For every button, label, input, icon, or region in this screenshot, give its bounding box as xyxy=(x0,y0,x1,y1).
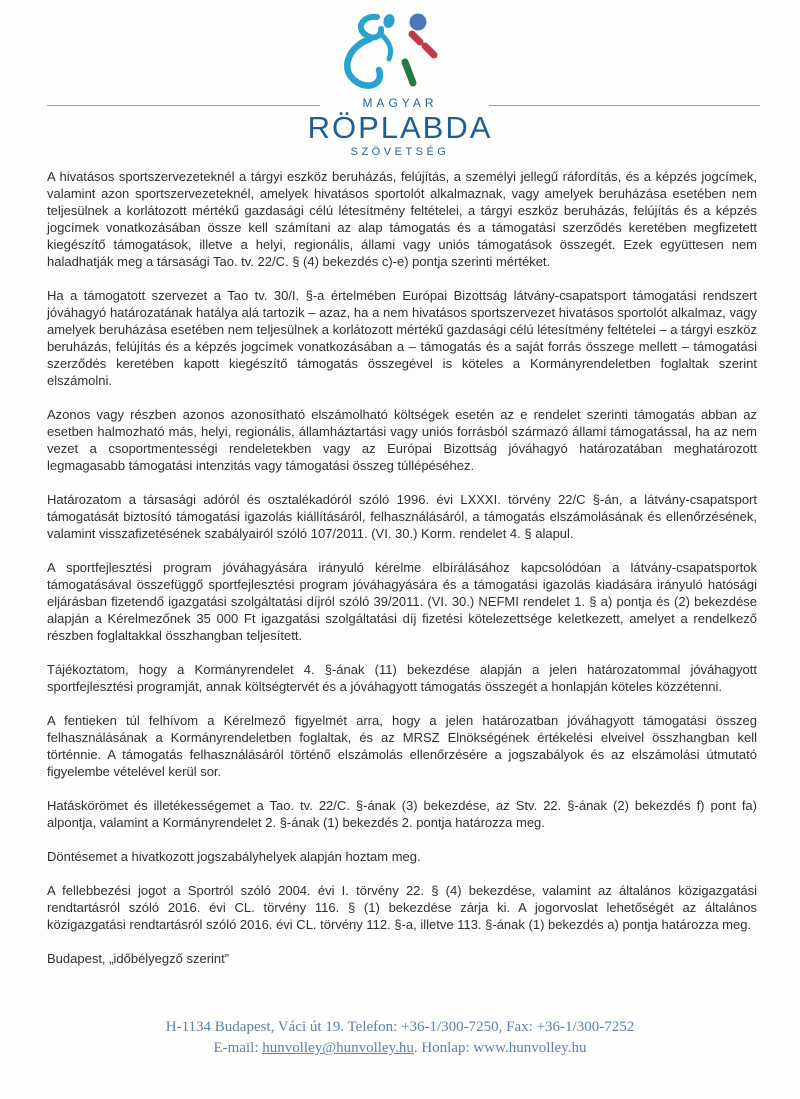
logo-text-szovetseg: SZÖVETSÉG xyxy=(350,146,450,158)
paragraph-date-line: Budapest, „időbélyegző szerint” xyxy=(47,951,230,966)
logo-text-magyar: MAGYAR xyxy=(362,96,438,110)
logo-wordmark xyxy=(0,97,800,158)
paragraph-appeal-rights: A fellebbezési jogot a Sportról szóló 2004. évi I. törvény 22. § (4) bekezdése, valamint az általános közigazgatási rendtartásról szóló 2016. évi CL. törvény 116. § (1) bekezdése zárja ki. A jogorvoslat lehetőségét az általános közigazgatási rendtartásról szóló 2016. évi CL. törvény 112. §-a, illetve 113. §-ának (1) bekezdés a) pontja határozza meg. xyxy=(47,883,757,932)
paragraph-competence: Hatáskörömet és illetékességemet a Tao. tv. 22/C. §-ának (3) bekezdése, az Stv. 22. §-ának (2) bekezdés f) pont fa) alpontja, valamint a Kormányrendelet 2. §-ának (1) bekezdés 2. pontja határozza meg. xyxy=(47,798,757,830)
paragraph-eu-commission: Ha a támogatott szervezet a Tao tv. 30/I. §-a értelmében Európai Bizottság látvány-csapatsport támogatási rendszert jóváhagyó határozatának hatálya alá tartozik – azaz, ha a nem hivatásos sportszervezet hivatásos sportolót alkalmaz, vagy amelyek beruházása esetében nem teljesülnek a korlátozott mértékű gazdasági célú létesítmény feltételei – a tárgyi eszköz beruházás, felújítás és a képzés jogcímek vonatkozásában a – támogatás és a saját forrás összege mellett – támogatási szerződés keretében kapott kiegészítő támogatás összegével is köteles a Kormányrendeletben foglaltak szerint elszámolni. xyxy=(47,288,757,388)
paragraph-admin-fee: A sportfejlesztési program jóváhagyására irányuló kérelme elbírálásához kapcsolódóan a látvány-csapatsportok támogatásával összefüggő sportfejlesztési program jóváhagyására és a támogatási igazolás kiadására irányuló hatósági eljárásban fizetendő igazgatási szolgáltatási díjról szóló 39/2011. (VI. 30.) NEFMI rendelet 1. § a) pontja és (2) bekezdése alapján a Kérelmezőnek 35 000 Ft igazgatási szolgáltatási díj fizetési kötelezettsége keletkezett, amelyet a rendelkező részben foglaltakkal összhangban teljesített. xyxy=(47,560,757,643)
paragraph-publication-duty: Tájékoztatom, hogy a Kormányrendelet 4. §-ának (11) bekezdése alapján a jelen határozatommal jóváhagyott sportfejlesztési programját, annak költségtervét és a jóváhagyott támogatás összegét a honlapján köteles közzétenni. xyxy=(47,662,757,694)
footer-address-line: H-1134 Budapest, Váci út 19. Telefon: +36-1/300-7250, Fax: +36-1/300-7252 xyxy=(165,1019,635,1035)
logo-text-roplabda: RÖPLABDA xyxy=(307,110,493,145)
footer-email-label: E-mail: xyxy=(213,1040,263,1056)
footer-contact-line xyxy=(0,1038,800,1059)
letterhead xyxy=(0,0,800,162)
footer-email-link[interactable]: hunvolley@hunvolley.hu xyxy=(262,1040,414,1056)
letter-body xyxy=(0,162,800,967)
paragraph-usage-notice: A fentieken túl felhívom a Kérelmező figyelmét arra, hogy a jelen határozatban jóváhagyott támogatási összeg felhasználásának a Kormányrendeletben foglaltak, és az MRSZ Elnökségének értékelési elveivel összhangban kell történnie. A támogatás felhasználásáról történő elszámolás ellenőrzésére a jogszabályok és az elszámolási útmutató figyelembe vételével kerül sor. xyxy=(47,713,757,779)
paragraph-professional-orgs: A hivatásos sportszervezeteknél a tárgyi eszköz beruházás, felújítás, a személyi jellegű ráfordítás, és a képzés jogcímek, valamint azon sportszervezeteknél, amelyek hivatásos sportolót alkalmaznak, vagy amelyek beruházása esetében nem teljesülnek a korlátozott mértékű gazdasági célú létesítmény feltételei, a tárgyi eszköz beruházás, felújítás és a képzés jogcímek vonatkozásában össze kell számítani az alap támogatás és a támogatási szerződés keretében megfizetett kiegészítő támogatások, illetve a helyi, regionális, állami vagy uniós támogatások összegét. Ezek együttesen nem haladhatják meg a társasági Tao. tv. 22/C. § (4) bekezdés c)-e) pontja szerinti mértéket. xyxy=(47,169,757,269)
mrsz-volleyball-player-logo-icon xyxy=(325,8,475,96)
letter-footer xyxy=(0,1017,800,1059)
paragraph-cumulation-rule: Azonos vagy részben azonos azonosítható elszámolható költségek esetén az e rendelet szerinti támogatás abban az esetben halmozható más, helyi, regionális, államháztartási vagy uniós forrásból származó állami támogatással, ha az nem vezet a csoportmentességi rendeletekben vagy az Európai Bizottság jóváhagyó határozatában meghatározott legmagasabb támogatási intenzitás vagy támogatási összeg túllépéséhez. xyxy=(47,407,757,473)
paragraph-legal-basis: Határozatom a társasági adóról és osztalékadóról szóló 1996. évi LXXXI. törvény 22/C §-án, a látvány-csapatsport támogatását biztosító támogatási igazolás kiállításáról, felhasználásáról, a támogatás elszámolásának és ellenőrzésének, valamint visszafizetésének szabályairól szóló 107/2011. (VI. 30.) Korm. rendelet 4. § alapul. xyxy=(47,492,757,541)
footer-homepage-text: . Honlap: www.hunvolley.hu xyxy=(413,1040,587,1056)
paragraph-decision-basis: Döntésemet a hivatkozott jogszabályhelyek alapján hoztam meg. xyxy=(47,849,421,864)
